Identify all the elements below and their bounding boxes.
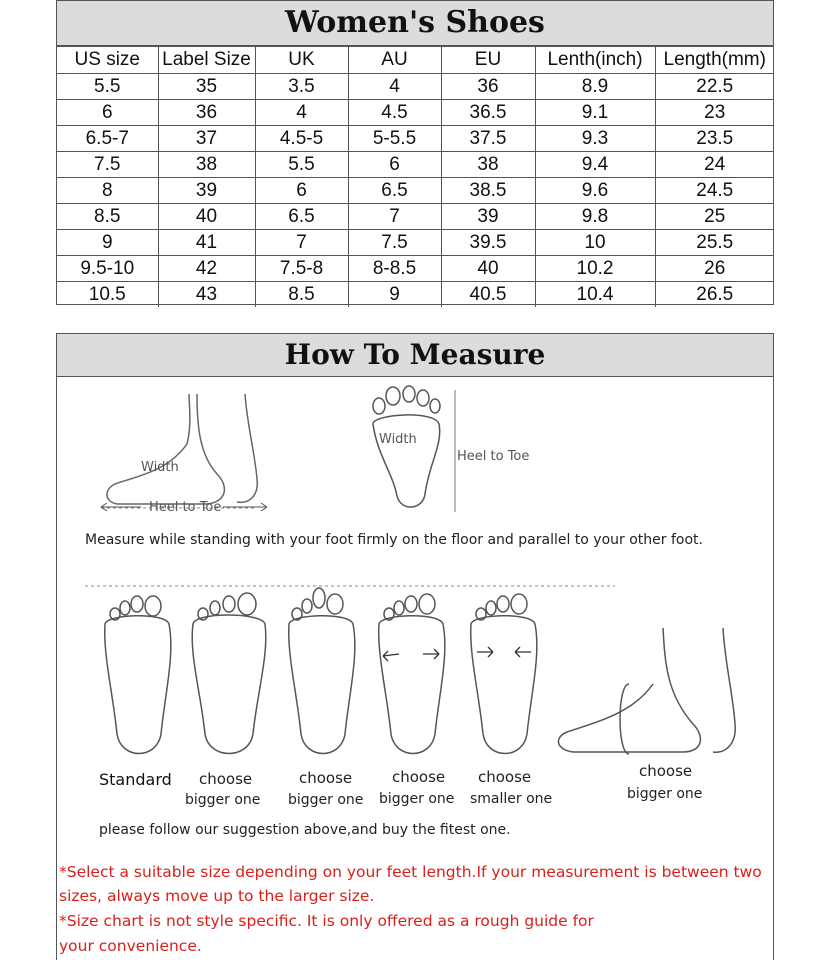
- table-cell: 23: [655, 100, 774, 126]
- foot-caption-1-line1: Standard: [99, 770, 172, 789]
- foot-caption-4-line2: bigger one: [379, 791, 455, 807]
- table-cell: 6: [57, 100, 158, 126]
- size-chart-title: Women's Shoes: [57, 1, 773, 46]
- measure-instruction: Measure while standing with your foot firmly on the floor and parallel to your other foot.: [85, 532, 703, 548]
- table-cell: 9.4: [535, 152, 655, 178]
- table-row: [57, 152, 774, 178]
- table-cell: 25.5: [655, 230, 774, 256]
- table-cell: 38: [441, 152, 535, 178]
- table-cell: 8.5: [255, 282, 348, 308]
- note-line-3: *Size chart is not style specific. It is only offered as a rough guide for: [59, 912, 594, 930]
- table-cell: 7.5: [348, 230, 441, 256]
- foot-caption-3-line1: choose: [299, 769, 353, 787]
- foot-caption-2-line1: choose: [199, 770, 253, 788]
- table-row: [57, 230, 774, 256]
- table-cell: 7.5-8: [255, 256, 348, 282]
- column-header: Lenth(inch): [535, 47, 655, 74]
- top-length-label: Heel to Toe: [457, 449, 530, 464]
- table-cell: 37.5: [441, 126, 535, 152]
- foot-caption-5-line2: smaller one: [470, 791, 553, 807]
- measure-guide: [56, 333, 774, 960]
- note-line-4: your convenience.: [59, 937, 202, 955]
- table-cell: 7: [348, 204, 441, 230]
- table-cell: 4: [348, 74, 441, 100]
- table-cell: 9.8: [535, 204, 655, 230]
- column-header: UK: [255, 47, 348, 74]
- table-row: [57, 100, 774, 126]
- table-cell: 22.5: [655, 74, 774, 100]
- foot-wide-arrows-icon: [369, 584, 455, 764]
- table-cell: 9: [57, 230, 158, 256]
- table-row: [57, 178, 774, 204]
- foot-caption-2-line2: bigger one: [185, 792, 261, 808]
- table-cell: 37: [158, 126, 255, 152]
- size-table-body: [57, 74, 774, 308]
- table-cell: 8: [57, 178, 158, 204]
- table-cell: 39: [158, 178, 255, 204]
- foot-caption-5-line1: choose: [478, 768, 532, 786]
- table-cell: 40: [158, 204, 255, 230]
- foot-standard-icon: [95, 584, 181, 764]
- table-row: [57, 256, 774, 282]
- table-cell: 41: [158, 230, 255, 256]
- foot-wide-icon: [185, 584, 271, 764]
- table-cell: 9.5-10: [57, 256, 158, 282]
- table-cell: 40.5: [441, 282, 535, 308]
- table-cell: 8-8.5: [348, 256, 441, 282]
- note-line-1: *Select a suitable size depending on your feet length.If your measurement is between two: [59, 863, 762, 881]
- column-header: EU: [441, 47, 535, 74]
- column-header: Length(mm): [655, 47, 774, 74]
- top-foot-icon: [365, 384, 465, 514]
- foot-caption-3-line2: bigger one: [288, 792, 364, 808]
- table-cell: 24: [655, 152, 774, 178]
- column-header: Label Size: [158, 47, 255, 74]
- table-cell: 9.6: [535, 178, 655, 204]
- table-cell: 7.5: [57, 152, 158, 178]
- measure-title: How To Measure: [57, 334, 773, 377]
- table-cell: 7: [255, 230, 348, 256]
- table-row: [57, 126, 774, 152]
- table-cell: 9.1: [535, 100, 655, 126]
- table-cell: 6: [255, 178, 348, 204]
- foot-caption-4-line1: choose: [392, 768, 446, 786]
- table-row: [57, 204, 774, 230]
- size-table: [57, 46, 774, 307]
- side-length-label: Heel to Toe: [149, 500, 222, 515]
- table-cell: 26.5: [655, 282, 774, 308]
- table-cell: 4: [255, 100, 348, 126]
- table-cell: 5-5.5: [348, 126, 441, 152]
- table-cell: 9.3: [535, 126, 655, 152]
- table-cell: 10.4: [535, 282, 655, 308]
- table-cell: 6: [348, 152, 441, 178]
- table-cell: 25: [655, 204, 774, 230]
- table-cell: 9: [348, 282, 441, 308]
- table-cell: 8.9: [535, 74, 655, 100]
- size-chart: [56, 0, 774, 305]
- size-table-head: [57, 47, 774, 74]
- table-cell: 36: [158, 100, 255, 126]
- column-header: AU: [348, 47, 441, 74]
- table-cell: 4.5: [348, 100, 441, 126]
- table-cell: 6.5: [255, 204, 348, 230]
- table-row: [57, 74, 774, 100]
- table-cell: 39: [441, 204, 535, 230]
- table-cell: 39.5: [441, 230, 535, 256]
- foot-long-toe-icon: [279, 584, 365, 764]
- table-cell: 40: [441, 256, 535, 282]
- table-cell: 10: [535, 230, 655, 256]
- table-cell: 3.5: [255, 74, 348, 100]
- table-cell: 26: [655, 256, 774, 282]
- table-cell: 38.5: [441, 178, 535, 204]
- table-cell: 43: [158, 282, 255, 308]
- table-cell: 10.2: [535, 256, 655, 282]
- table-cell: 36.5: [441, 100, 535, 126]
- table-cell: 4.5-5: [255, 126, 348, 152]
- side-width-label: Width: [141, 460, 179, 475]
- top-width-label: Width: [379, 432, 417, 447]
- foot-caption-6-line1: choose: [639, 762, 693, 780]
- table-cell: 23.5: [655, 126, 774, 152]
- note-line-2: sizes, always move up to the larger size.: [59, 887, 375, 905]
- table-cell: 24.5: [655, 178, 774, 204]
- table-cell: 36: [441, 74, 535, 100]
- foot-high-instep-icon: [543, 624, 743, 764]
- table-cell: 35: [158, 74, 255, 100]
- table-cell: 5.5: [57, 74, 158, 100]
- table-cell: 38: [158, 152, 255, 178]
- foot-narrow-arrows-icon: [461, 584, 547, 764]
- foot-caption-6-line2: bigger one: [627, 786, 703, 802]
- table-cell: 6.5: [348, 178, 441, 204]
- table-cell: 42: [158, 256, 255, 282]
- table-cell: 6.5-7: [57, 126, 158, 152]
- table-row: [57, 282, 774, 308]
- table-cell: 8.5: [57, 204, 158, 230]
- header-row: [57, 47, 774, 74]
- table-cell: 5.5: [255, 152, 348, 178]
- column-header: US size: [57, 47, 158, 74]
- suggestion-text: please follow our suggestion above,and buy the fitest one.: [99, 822, 511, 838]
- table-cell: 10.5: [57, 282, 158, 308]
